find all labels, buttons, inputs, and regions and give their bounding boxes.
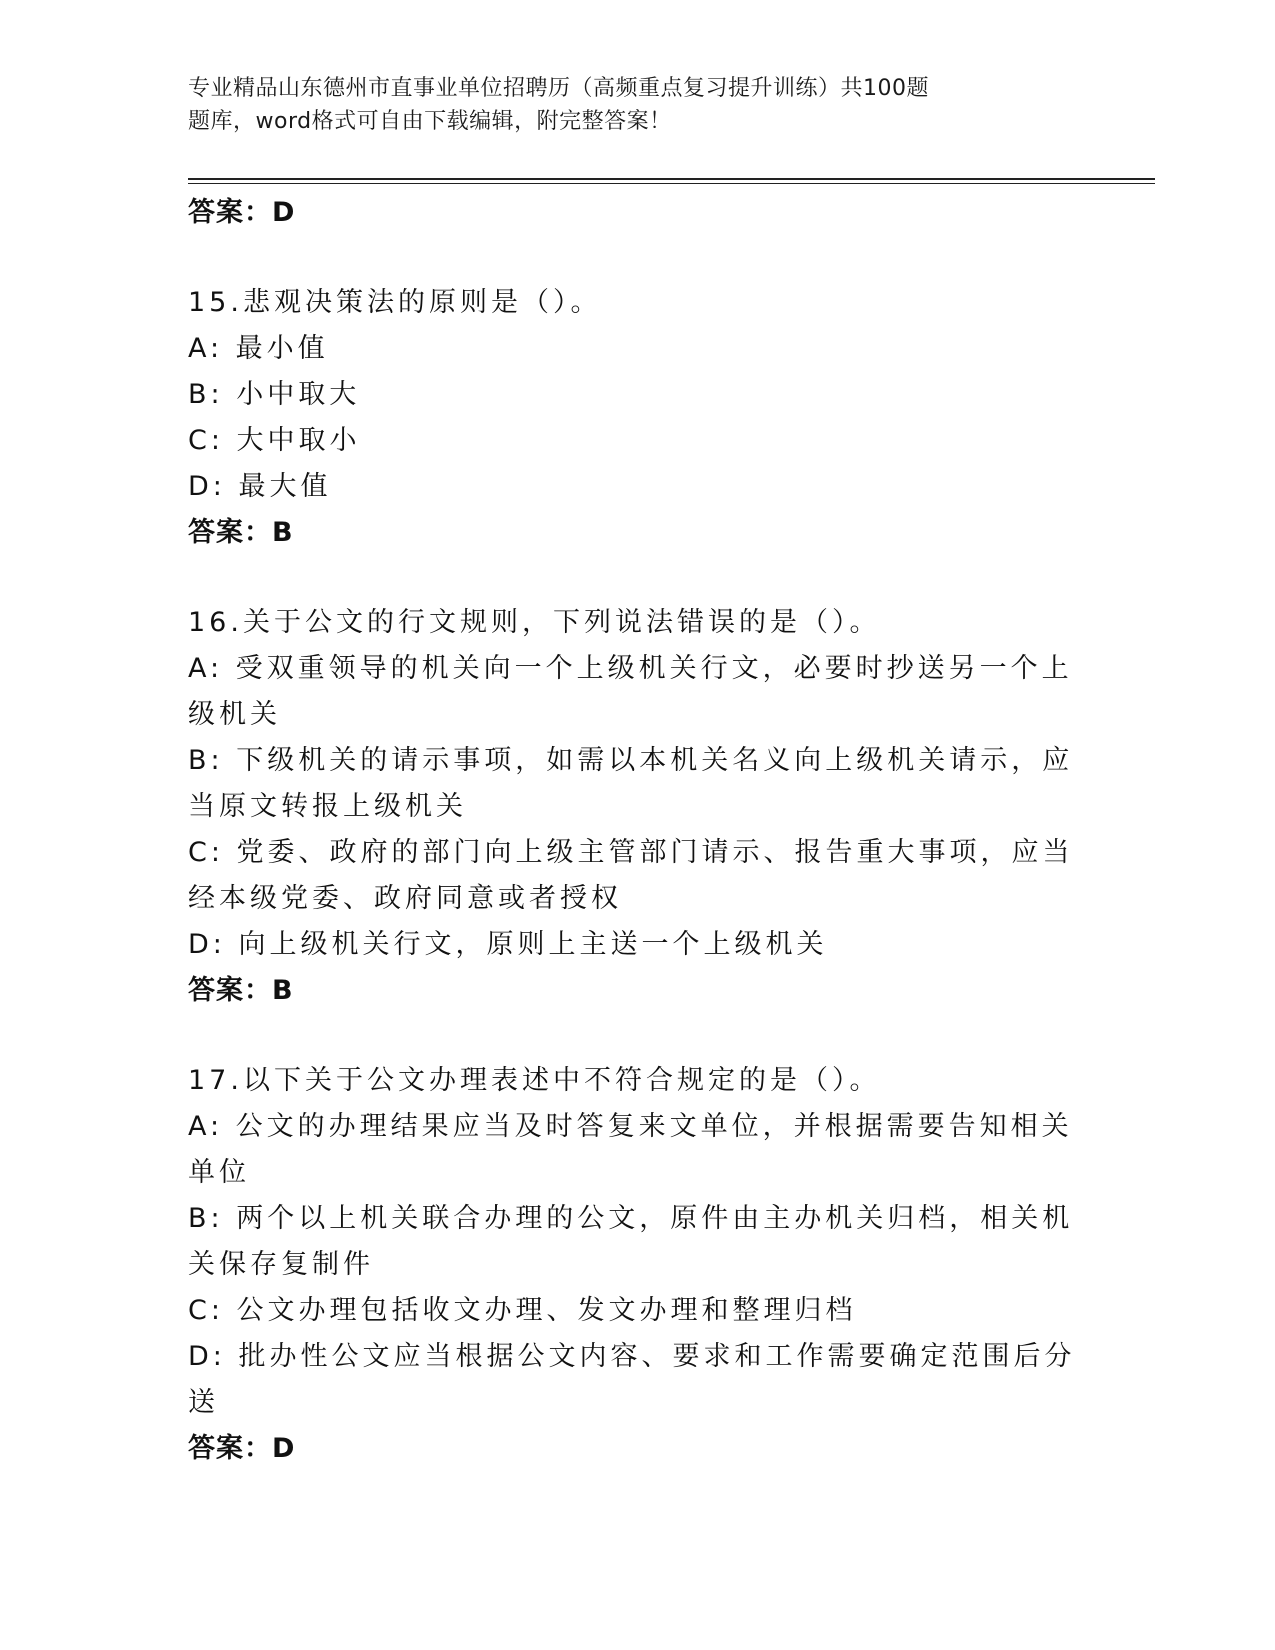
question-16 [188,600,1088,1014]
question-17 [188,1058,1088,1472]
option-d: D: 最大值 [188,471,332,502]
option-b: B: 两个以上机关联合办理的公文，原件由主办机关归档，相关机关保存复制件 [188,1203,1074,1280]
question-title: 16.关于公文的行文规则，下列说法错误的是（）。 [188,607,881,638]
question-title: 17.以下关于公文办理表述中不符合规定的是（）。 [188,1065,881,1096]
option-c: C: 党委、政府的部门向上级主管部门请示、报告重大事项，应当经本级党委、政府同意或者授权 [188,837,1074,914]
option-a: A: 公文的办理结果应当及时答复来文单位，并根据需要告知相关单位 [188,1111,1073,1188]
option-b: B: 小中取大 [188,379,361,410]
option-c: C: 公文办理包括收文办理、发文办理和整理归档 [188,1295,857,1326]
option-b: B: 下级机关的请示事项，如需以本机关名义向上级机关请示，应当原文转报上级机关 [188,745,1074,822]
option-d: D: 向上级机关行文，原则上主送一个上级机关 [188,929,828,960]
answer-line: 答案：B [188,517,294,548]
option-d: D: 批办性公文应当根据公文内容、要求和工作需要确定范围后分送 [188,1341,1076,1418]
header-line-1: 专业精品山东德州市直事业单位招聘历（高频重点复习提升训练）共100题 [188,76,929,101]
header-rule-thin [188,183,1155,184]
document-content [188,190,1088,1472]
option-a: A: 受双重领导的机关向一个上级机关行文，必要时抄送另一个上级机关 [188,653,1073,730]
document-header [188,72,1068,138]
question-title: 15.悲观决策法的原则是（）。 [188,287,602,318]
header-rule-thick [188,178,1155,180]
answer-line: 答案：D [188,197,296,228]
question-15 [188,280,1088,556]
option-a: A: 最小值 [188,333,329,364]
header-line-2: 题库，word格式可自由下载编辑，附完整答案！ [188,109,672,134]
option-c: C: 大中取小 [188,425,361,456]
answer-line: 答案：D [188,1433,296,1464]
answer-line: 答案：B [188,975,294,1006]
